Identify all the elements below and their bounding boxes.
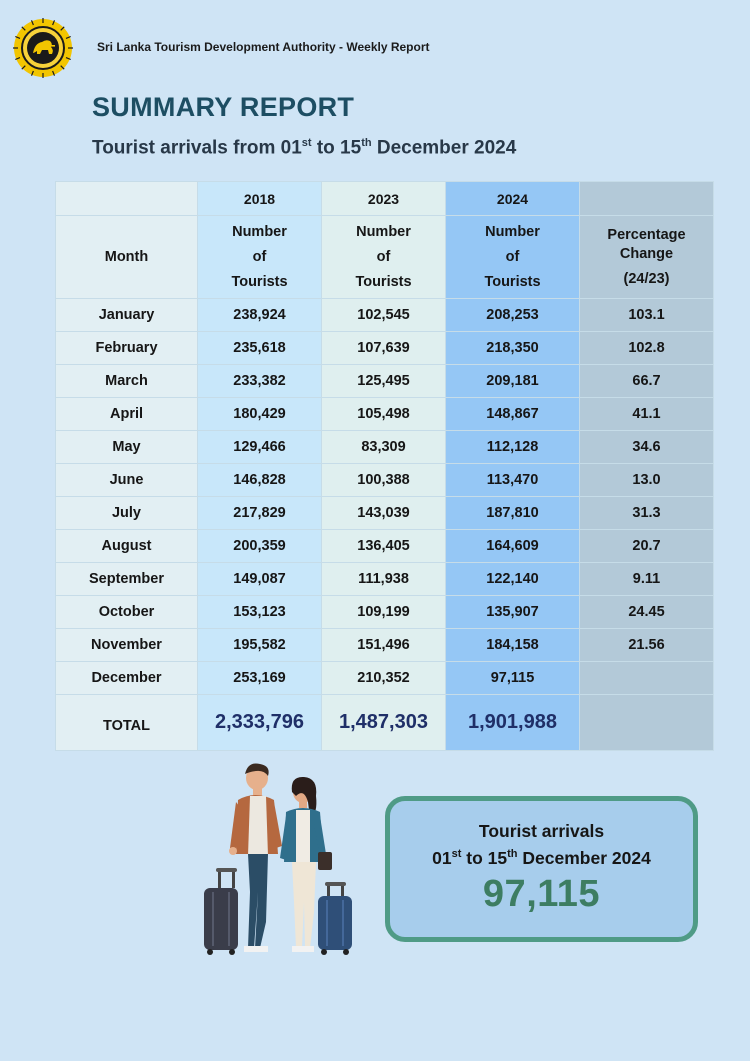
- value-2024-cell: 148,867: [446, 398, 580, 431]
- arrivals-summary-box: [385, 796, 698, 942]
- arrivals-value: 97,115: [482, 873, 601, 915]
- table-row: [56, 629, 714, 662]
- value-2023-cell: 107,639: [322, 332, 446, 365]
- value-2023-cell: 105,498: [322, 398, 446, 431]
- value-2018-cell: 149,087: [198, 563, 322, 596]
- month-name-cell: August: [56, 530, 198, 563]
- table-row: [56, 464, 714, 497]
- pct-change-cell: 20.7: [580, 530, 714, 563]
- pct-change-header: [580, 216, 714, 299]
- table-body: [56, 182, 714, 751]
- tourist-couple-illustration-icon: [200, 762, 360, 958]
- tourists-header-2023: [322, 216, 446, 299]
- value-2018-cell: 180,429: [198, 398, 322, 431]
- header-line: Change: [619, 245, 674, 262]
- table-row: [56, 563, 714, 596]
- box-date-sup1: st: [451, 848, 462, 861]
- value-2023-cell: 111,938: [322, 563, 446, 596]
- box-date-sup2: th: [507, 848, 518, 861]
- value-2023-cell: 143,039: [322, 497, 446, 530]
- box-date-range: [390, 848, 693, 869]
- box-date-suffix: December 2024: [517, 848, 651, 868]
- value-2024-cell: 184,158: [446, 629, 580, 662]
- value-2024-cell: 187,810: [446, 497, 580, 530]
- value-2018-cell: 235,618: [198, 332, 322, 365]
- total-label: TOTAL: [56, 695, 198, 751]
- month-header: Month: [56, 216, 198, 299]
- value-2018-cell: 129,466: [198, 431, 322, 464]
- month-name-cell: April: [56, 398, 198, 431]
- column-header-row: [56, 216, 714, 299]
- report-header: Sri Lanka Tourism Development Authority - Weekly Report: [97, 40, 430, 54]
- total-2024: 1,901,988: [446, 695, 580, 751]
- value-2023-cell: 109,199: [322, 596, 446, 629]
- table-row: [56, 596, 714, 629]
- pct-change-cell: 24.45: [580, 596, 714, 629]
- subtitle-suffix: December 2024: [371, 137, 517, 159]
- month-name-cell: December: [56, 662, 198, 695]
- pct-change-cell: 13.0: [580, 464, 714, 497]
- box-title: Tourist arrivals: [478, 821, 605, 841]
- month-name-cell: March: [56, 365, 198, 398]
- month-name-cell: June: [56, 464, 198, 497]
- value-2018-cell: 153,123: [198, 596, 322, 629]
- value-2024-cell: 113,470: [446, 464, 580, 497]
- box-date-mid: to 15: [461, 848, 508, 868]
- header-line: Tourists: [355, 273, 412, 290]
- value-2023-cell: 125,495: [322, 365, 446, 398]
- year-header-row: [56, 182, 714, 216]
- header-line: Tourists: [231, 273, 288, 290]
- table-row: [56, 530, 714, 563]
- table-row: [56, 497, 714, 530]
- table-row: [56, 662, 714, 695]
- subtitle-sup1: st: [301, 137, 312, 149]
- month-name-cell: July: [56, 497, 198, 530]
- total-pct-cell: [580, 695, 714, 751]
- pct-change-cell: 34.6: [580, 431, 714, 464]
- table-row: [56, 365, 714, 398]
- pct-change-cell: 21.56: [580, 629, 714, 662]
- value-2024-cell: 135,907: [446, 596, 580, 629]
- header-line: Tourists: [484, 273, 541, 290]
- value-2023-cell: 100,388: [322, 464, 446, 497]
- table-row: [56, 332, 714, 365]
- value-2024-cell: 122,140: [446, 563, 580, 596]
- value-2023-cell: 151,496: [322, 629, 446, 662]
- total-2023: 1,487,303: [322, 695, 446, 751]
- header-line: Number: [356, 223, 411, 240]
- value-2023-cell: 210,352: [322, 662, 446, 695]
- tourists-header-2018: [198, 216, 322, 299]
- page-title: SUMMARY REPORT: [92, 92, 355, 122]
- total-row: [56, 695, 714, 751]
- subtitle-sup2: th: [361, 137, 372, 149]
- month-name-cell: January: [56, 299, 198, 332]
- header-line: of: [376, 248, 391, 265]
- total-2018: 2,333,796: [198, 695, 322, 751]
- pct-change-cell: 41.1: [580, 398, 714, 431]
- table-row: [56, 431, 714, 464]
- page-subtitle: [92, 137, 516, 159]
- value-2024-cell: 164,609: [446, 530, 580, 563]
- value-2024-cell: 97,115: [446, 662, 580, 695]
- pct-change-cell: 66.7: [580, 365, 714, 398]
- value-2024-cell: 209,181: [446, 365, 580, 398]
- value-2018-cell: 195,582: [198, 629, 322, 662]
- lion-emblem-logo-icon: [12, 17, 74, 79]
- header-line: of: [252, 248, 267, 265]
- value-2018-cell: 233,382: [198, 365, 322, 398]
- value-2024-cell: 208,253: [446, 299, 580, 332]
- value-2024-cell: 112,128: [446, 431, 580, 464]
- month-name-cell: February: [56, 332, 198, 365]
- pct-change-cell: 103.1: [580, 299, 714, 332]
- value-2018-cell: 146,828: [198, 464, 322, 497]
- table-row: [56, 299, 714, 332]
- monthly-arrivals-table: [55, 181, 714, 751]
- value-2018-cell: 217,829: [198, 497, 322, 530]
- year-2023-header: 2023: [322, 182, 446, 216]
- value-2018-cell: 253,169: [198, 662, 322, 695]
- pct-change-cell: [580, 662, 714, 695]
- year-2024-header: 2024: [446, 182, 580, 216]
- header-line: (24/23): [623, 270, 670, 287]
- value-2023-cell: 136,405: [322, 530, 446, 563]
- subtitle-mid: to 15: [311, 137, 362, 159]
- value-2018-cell: 238,924: [198, 299, 322, 332]
- pct-change-cell: 9.11: [580, 563, 714, 596]
- month-name-cell: May: [56, 431, 198, 464]
- header-line: Number: [232, 223, 287, 240]
- header-line: Number: [485, 223, 540, 240]
- month-name-cell: November: [56, 629, 198, 662]
- pct-year-cell: [580, 182, 714, 216]
- pct-change-cell: 31.3: [580, 497, 714, 530]
- tourists-header-2024: [446, 216, 580, 299]
- month-name-cell: September: [56, 563, 198, 596]
- box-date-prefix: 01: [432, 848, 452, 868]
- value-2024-cell: 218,350: [446, 332, 580, 365]
- month-name-cell: October: [56, 596, 198, 629]
- subtitle-prefix: Tourist arrivals from 01: [92, 137, 302, 159]
- pct-change-cell: 102.8: [580, 332, 714, 365]
- header-line: of: [505, 248, 520, 265]
- corner-cell: [56, 182, 198, 216]
- header-line: Percentage: [607, 226, 686, 243]
- value-2023-cell: 102,545: [322, 299, 446, 332]
- table-row: [56, 398, 714, 431]
- value-2018-cell: 200,359: [198, 530, 322, 563]
- year-2018-header: 2018: [198, 182, 322, 216]
- value-2023-cell: 83,309: [322, 431, 446, 464]
